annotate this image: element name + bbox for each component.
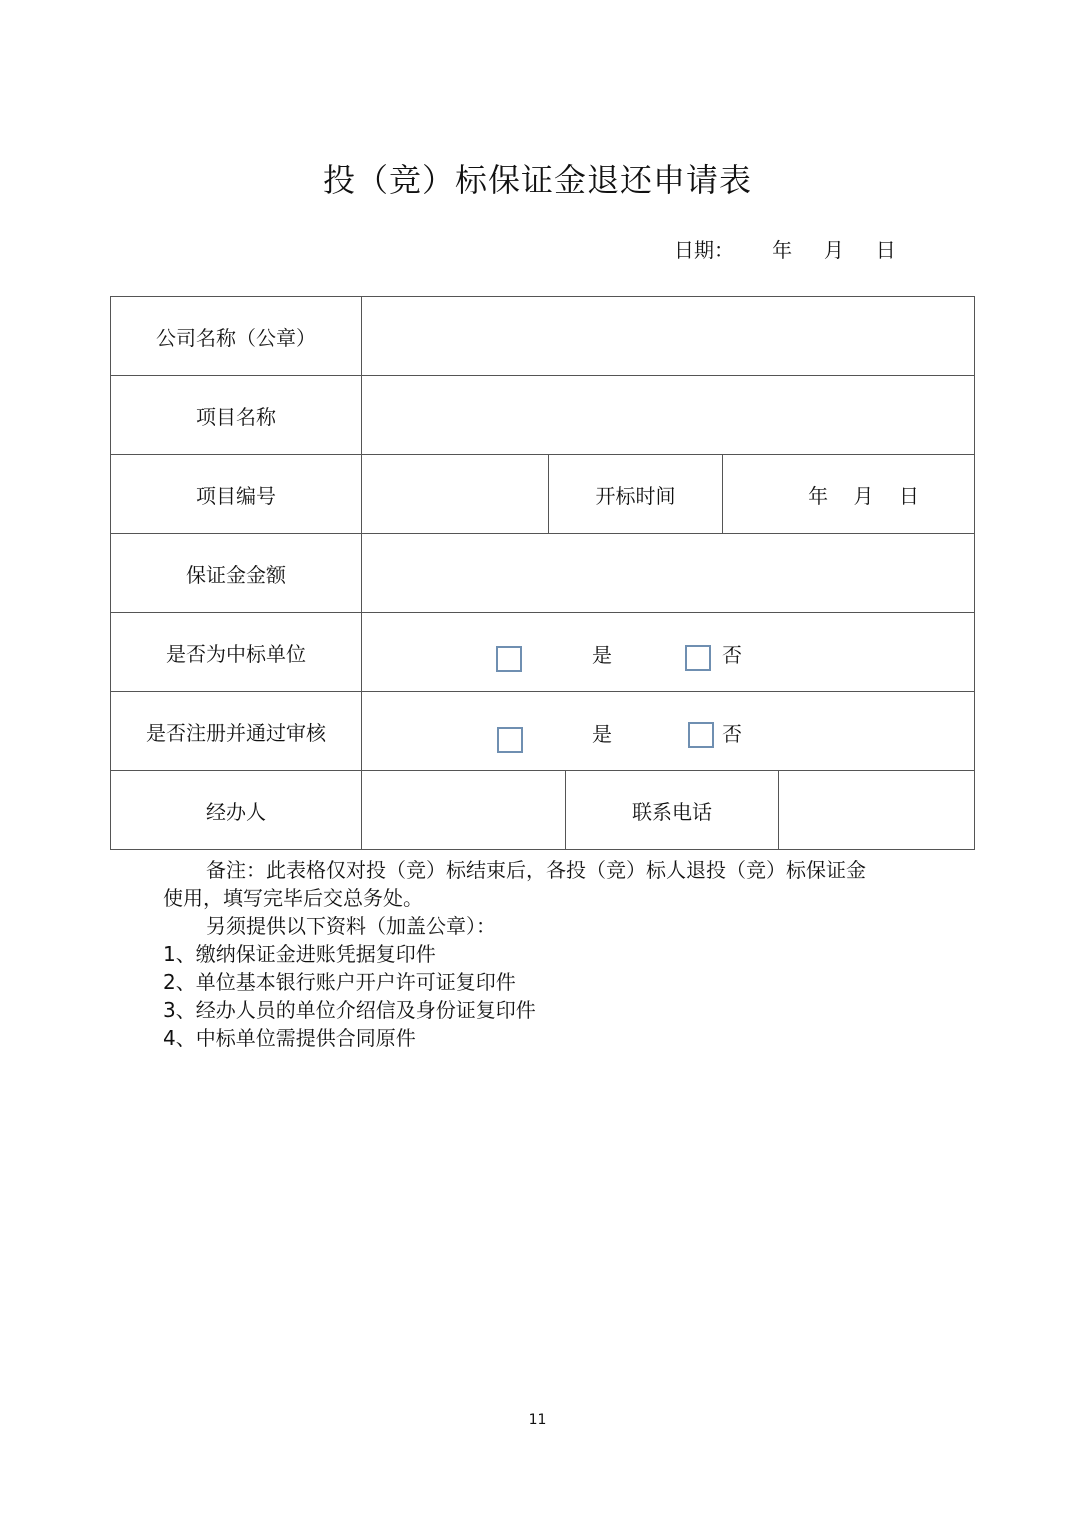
project-no-label: 项目编号	[111, 455, 362, 534]
winner-yes-label: 是	[592, 643, 612, 667]
note-item-3: 3、经办人员的单位介绍信及身份证复印件	[163, 998, 536, 1022]
note-item-1: 1、缴纳保证金进账凭据复印件	[163, 942, 436, 966]
note-item-2: 2、单位基本银行账户开户许可证复印件	[163, 970, 516, 994]
registered-options	[362, 692, 975, 771]
registered-no-checkbox[interactable]	[688, 722, 714, 748]
row-project-name	[111, 376, 975, 455]
refund-form-table	[110, 296, 975, 850]
deposit-input-cell[interactable]	[362, 534, 975, 613]
note-item-4: 4、中标单位需提供合同原件	[163, 1026, 416, 1050]
note-line-2: 使用，填写完毕后交总务处。	[163, 886, 423, 910]
row-deposit	[111, 534, 975, 613]
row-winner	[111, 613, 975, 692]
company-label: 公司名称（公章）	[111, 297, 362, 376]
row-registered	[111, 692, 975, 771]
registered-yes-checkbox[interactable]	[497, 727, 523, 753]
phone-input-cell[interactable]	[779, 771, 975, 850]
registered-no-label: 否	[722, 722, 742, 746]
date-line: 日期： 年 月 日	[674, 238, 896, 262]
row-company	[111, 297, 975, 376]
registered-label: 是否注册并通过审核	[111, 692, 362, 771]
row-handler	[111, 771, 975, 850]
winner-no-label: 否	[722, 643, 742, 667]
form-title: 投（竞）标保证金退还申请表	[322, 161, 752, 199]
note-line-1: 备注：此表格仅对投（竞）标结束后，各投（竞）标人退投（竞）标保证金	[206, 858, 866, 882]
row-project-no	[111, 455, 975, 534]
company-input-cell[interactable]	[362, 297, 975, 376]
winner-no-checkbox[interactable]	[685, 645, 711, 671]
deposit-label: 保证金金额	[111, 534, 362, 613]
phone-label: 联系电话	[566, 771, 779, 850]
bid-time-label: 开标时间	[549, 455, 723, 534]
project-no-input-cell[interactable]	[362, 455, 549, 534]
project-name-input-cell[interactable]	[362, 376, 975, 455]
winner-label: 是否为中标单位	[111, 613, 362, 692]
page-number: 11	[528, 1412, 547, 1428]
bid-time-value[interactable]	[723, 455, 975, 534]
notes-section	[163, 856, 923, 1052]
registered-yes-label: 是	[592, 722, 612, 746]
bid-time-date: 年 月 日	[808, 483, 919, 508]
winner-options	[362, 613, 975, 692]
handler-label: 经办人	[111, 771, 362, 850]
handler-input-cell[interactable]	[362, 771, 566, 850]
note-line-3: 另须提供以下资料（加盖公章）：	[206, 914, 496, 938]
project-name-label: 项目名称	[111, 376, 362, 455]
winner-yes-checkbox[interactable]	[496, 646, 522, 672]
